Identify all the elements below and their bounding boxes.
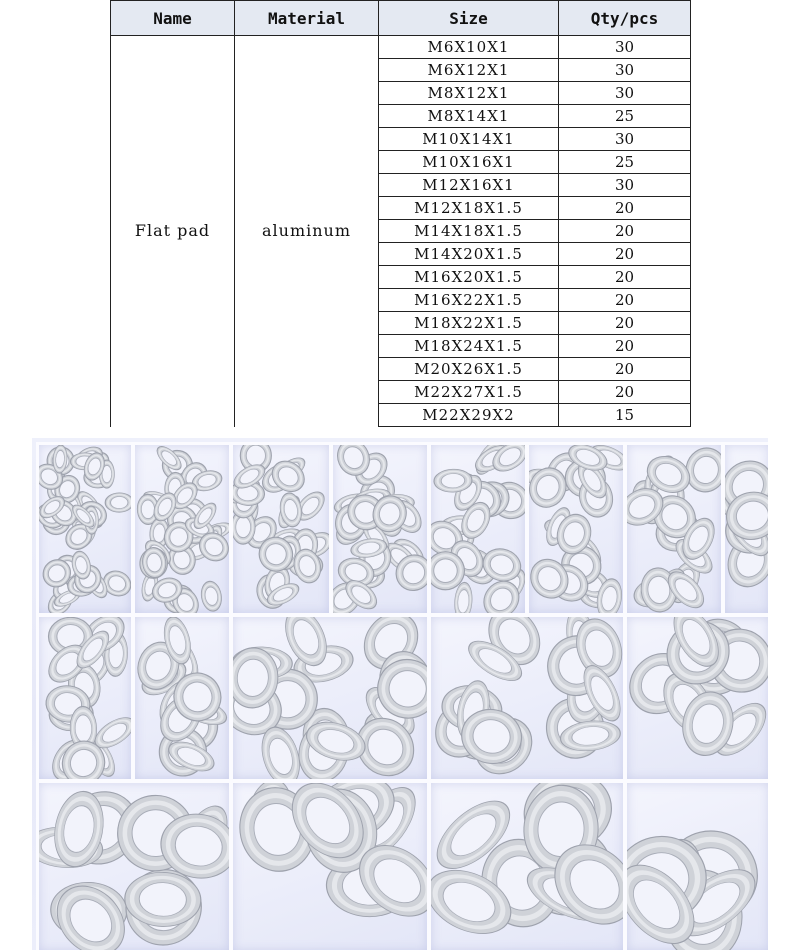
cell-name: Flat pad	[111, 36, 235, 427]
header-size: Size	[379, 1, 559, 36]
washer-pile	[135, 445, 229, 613]
washer-pile	[233, 445, 329, 613]
washer-pile	[627, 617, 768, 779]
tray	[230, 614, 430, 782]
table-row	[111, 36, 691, 59]
cell-size: M8X14X1	[379, 105, 559, 128]
cell-qty: 20	[559, 335, 691, 358]
cell-qty: 30	[559, 128, 691, 151]
washer-pile	[627, 445, 721, 613]
cell-size: M18X24X1.5	[379, 335, 559, 358]
tray	[36, 442, 134, 616]
tray	[132, 442, 232, 616]
cell-size: M16X20X1.5	[379, 266, 559, 289]
tray	[428, 614, 626, 782]
product-photo	[32, 438, 768, 950]
cell-size: M14X20X1.5	[379, 243, 559, 266]
washer-pile	[233, 783, 427, 950]
cell-qty: 20	[559, 381, 691, 404]
tray	[132, 614, 232, 782]
tray	[624, 780, 768, 950]
cell-qty: 20	[559, 312, 691, 335]
cell-size: M8X12X1	[379, 82, 559, 105]
cell-qty: 20	[559, 243, 691, 266]
spec-table	[110, 0, 691, 427]
cell-size: M12X18X1.5	[379, 197, 559, 220]
cell-qty: 20	[559, 358, 691, 381]
washer-pile	[431, 783, 623, 950]
washer-pile	[233, 617, 427, 779]
cell-qty: 25	[559, 151, 691, 174]
header-name: Name	[111, 1, 235, 36]
cell-size: M12X16X1	[379, 174, 559, 197]
header-row	[111, 1, 691, 36]
tray	[624, 614, 768, 782]
cell-size: M20X26X1.5	[379, 358, 559, 381]
washer-pile	[39, 617, 131, 779]
table-body	[111, 36, 691, 427]
header-material: Material	[235, 1, 379, 36]
tray	[624, 442, 724, 616]
tray	[428, 442, 528, 616]
cell-size: M22X27X1.5	[379, 381, 559, 404]
washer-pile	[135, 617, 229, 779]
tray	[722, 442, 768, 616]
cell-qty: 20	[559, 220, 691, 243]
header-qty: Qty/pcs	[559, 1, 691, 36]
washer-pile	[725, 445, 768, 613]
washer-pile	[431, 445, 525, 613]
cell-size: M22X29X2	[379, 404, 559, 427]
cell-material: aluminum	[235, 36, 379, 427]
tray	[230, 780, 430, 950]
cell-qty: 20	[559, 266, 691, 289]
cell-size: M10X14X1	[379, 128, 559, 151]
cell-qty: 25	[559, 105, 691, 128]
cell-qty: 30	[559, 59, 691, 82]
tray	[330, 442, 430, 616]
cell-size: M18X22X1.5	[379, 312, 559, 335]
washer-pile	[627, 783, 768, 950]
cell-qty: 30	[559, 82, 691, 105]
tray	[428, 780, 626, 950]
cell-qty: 20	[559, 197, 691, 220]
cell-qty: 15	[559, 404, 691, 427]
tray	[36, 780, 232, 950]
washer-pile	[529, 445, 623, 613]
cell-size: M6X12X1	[379, 59, 559, 82]
washer-pile	[39, 783, 229, 950]
cell-size: M16X22X1.5	[379, 289, 559, 312]
tray	[36, 614, 134, 782]
cell-qty: 30	[559, 174, 691, 197]
tray	[526, 442, 626, 616]
washer-pile	[39, 445, 131, 613]
cell-qty: 30	[559, 36, 691, 59]
tray	[230, 442, 332, 616]
cell-qty: 20	[559, 289, 691, 312]
cell-size: M6X10X1	[379, 36, 559, 59]
washer-pile	[431, 617, 623, 779]
cell-size: M14X18X1.5	[379, 220, 559, 243]
cell-size: M10X16X1	[379, 151, 559, 174]
washer-pile	[333, 445, 427, 613]
